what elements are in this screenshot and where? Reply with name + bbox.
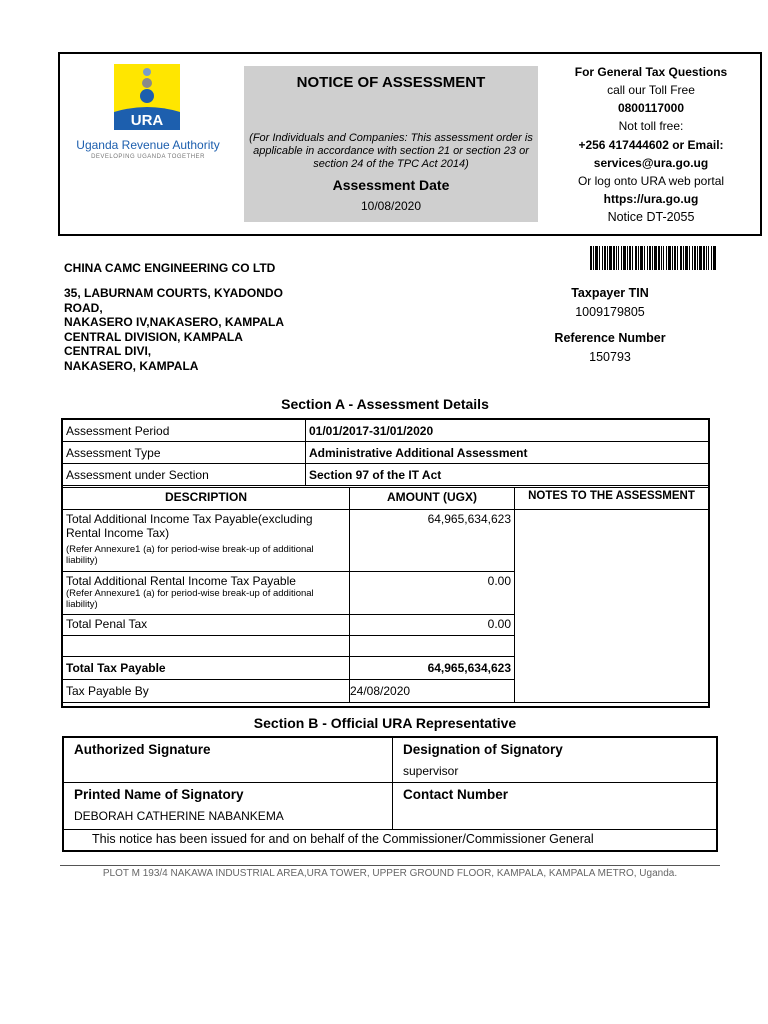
- period-label: Assessment Period: [63, 420, 306, 442]
- designation-cell: [393, 737, 718, 783]
- barcode-bar: [623, 246, 626, 270]
- payable-by-value: 24/08/2020: [350, 680, 515, 703]
- address-line-3: NAKASERO IV,NAKASERO, KAMPALA: [64, 315, 285, 329]
- assessment-details-table: [62, 419, 709, 486]
- signatory-table: [62, 736, 718, 852]
- barcode-bar: [609, 246, 612, 270]
- barcode-bar: [658, 246, 660, 270]
- barcode-bar: [708, 246, 709, 270]
- barcode-bar: [629, 246, 631, 270]
- section-b-title: Section B - Official URA Representative: [253, 715, 517, 731]
- barcode-bar: [661, 246, 662, 270]
- barcode-bar: [668, 246, 671, 270]
- portal-text: Or log onto URA web portal: [577, 174, 725, 188]
- notice-title: NOTICE OF ASSESSMENT: [296, 74, 486, 91]
- barcode-bar: [593, 246, 594, 270]
- barcode-bar: [663, 246, 664, 270]
- tin-value: 1009179805: [575, 305, 645, 319]
- col-amount: AMOUNT (UGX): [350, 488, 515, 510]
- barcode-bar: [694, 246, 696, 270]
- barcode-bar: [674, 246, 676, 270]
- barcode-bar: [711, 246, 712, 270]
- barcode-bar: [632, 246, 633, 270]
- empty-cell: [350, 636, 515, 657]
- barcode-bar: [677, 246, 678, 270]
- tollfree-label: call our Toll Free: [607, 83, 695, 97]
- barcode-bar: [680, 246, 682, 270]
- assessment-header-row: [63, 488, 709, 510]
- signature-row: [63, 737, 717, 783]
- table-row: [63, 510, 709, 572]
- type-label: Assessment Type: [63, 442, 306, 464]
- barcode-bar: [697, 246, 698, 270]
- footer-address: PLOT M 193/4 NAKAWA INDUSTRIAL AREA,URA TOWER, UPPER GROUND FLOOR, KAMPALA, KAMPALA METRO, Uganda.: [60, 865, 720, 879]
- phone-email: +256 417444602 or Email:: [578, 138, 724, 152]
- barcode-bar: [613, 246, 615, 270]
- portal-url[interactable]: https://ura.go.ug: [603, 192, 699, 206]
- address-line-1: 35, LABURNAM COURTS, KYADONDO: [64, 286, 283, 300]
- under-value: Section 97 of the IT Act: [306, 464, 709, 486]
- address-line-6: NAKASERO, KAMPALA: [64, 359, 199, 373]
- total-amount: 64,965,634,623: [350, 657, 515, 680]
- row1-desc-text: Total Additional Income Tax Payable(excluding Rental Income Tax): [66, 512, 313, 540]
- payable-by-label: Tax Payable By: [63, 680, 350, 703]
- logo-tagline: DEVELOPING UGANDA TOGETHER: [91, 154, 205, 160]
- contact-heading: For General Tax Questions: [574, 65, 728, 79]
- period-row: [63, 420, 709, 442]
- row1-description: [63, 510, 350, 572]
- designation-value: supervisor: [403, 764, 459, 778]
- barcode-bar: [616, 246, 617, 270]
- barcode-bar: [627, 246, 628, 270]
- row2-desc-text: Total Additional Rental Income Tax Payable: [66, 574, 296, 588]
- barcode-bar: [607, 246, 608, 270]
- total-label: Total Tax Payable: [63, 657, 350, 680]
- assessment-date: 10/08/2020: [360, 199, 422, 213]
- barcode-bar: [618, 246, 619, 270]
- tollfree-number: 0800117000: [617, 101, 685, 115]
- issued-note: This notice has been issued for and on behalf of the Commissioner/Commissioner General: [63, 830, 717, 852]
- under-row: [63, 464, 709, 486]
- under-label: Assessment under Section: [63, 464, 306, 486]
- printed-name-cell: [63, 783, 393, 830]
- row1-amount: 64,965,634,623: [350, 510, 515, 572]
- tin-label: Taxpayer TIN: [571, 286, 649, 300]
- barcode-bar: [713, 246, 716, 270]
- address-line-5: CENTRAL DIVI,: [64, 344, 152, 358]
- taxpayer-name: CHINA CAMC ENGINEERING CO LTD: [64, 261, 276, 275]
- barcode-bar: [652, 246, 653, 270]
- assessment-date-label: Assessment Date: [332, 177, 450, 193]
- type-value: Administrative Additional Assessment: [306, 442, 709, 464]
- name-row: [63, 783, 717, 830]
- period-value: 01/01/2017-31/01/2020: [306, 420, 709, 442]
- col-notes: NOTES TO THE ASSESSMENT: [515, 488, 709, 510]
- barcode-bar: [672, 246, 673, 270]
- empty-cell: [63, 636, 350, 657]
- barcode-bar: [689, 246, 690, 270]
- row3-amount: 0.00: [350, 615, 515, 636]
- logo-brand: URA: [130, 112, 164, 129]
- barcode-bar: [595, 246, 598, 270]
- barcode-bar: [649, 246, 651, 270]
- authorized-signature-cell: [63, 737, 393, 783]
- barcode: [590, 246, 718, 270]
- address-line-2: ROAD,: [64, 301, 103, 315]
- reference-label: Reference Number: [554, 331, 666, 345]
- address-line-4: CENTRAL DIVISION, KAMPALA: [64, 330, 243, 344]
- row1-note: (Refer Annexure1 (a) for period-wise break-up of additional liability): [66, 544, 314, 566]
- barcode-bar: [706, 246, 707, 270]
- barcode-bar: [647, 246, 648, 270]
- ura-logo: [62, 62, 234, 172]
- printed-name-value: DEBORAH CATHERINE NABANKEMA: [74, 809, 284, 823]
- barcode-bar: [703, 246, 705, 270]
- type-row: [63, 442, 709, 464]
- printed-name-label: Printed Name of Signatory: [74, 787, 244, 802]
- not-toll-free: Not toll free:: [618, 119, 684, 133]
- authorized-signature-label: Authorized Signature: [74, 742, 211, 757]
- email: services@ura.go.ug: [593, 156, 709, 170]
- issued-row: [63, 830, 717, 852]
- barcode-bar: [692, 246, 693, 270]
- barcode-bar: [666, 246, 667, 270]
- contact-number-cell: [393, 783, 718, 830]
- barcode-bar: [699, 246, 702, 270]
- barcode-bar: [683, 246, 684, 270]
- barcode-bar: [635, 246, 637, 270]
- row2-amount: 0.00: [350, 572, 515, 615]
- barcode-bar: [644, 246, 645, 270]
- assessment-table: [62, 487, 709, 703]
- barcode-bar: [590, 246, 592, 270]
- reference-value: 150793: [589, 350, 631, 364]
- section-a-title: Section A - Assessment Details: [281, 396, 489, 412]
- barcode-bar: [638, 246, 639, 270]
- row2-description: [63, 572, 350, 615]
- row2-note: (Refer Annexure1 (a) for period-wise break-up of additional liability): [66, 588, 314, 610]
- barcode-bar: [621, 246, 622, 270]
- col-description: DESCRIPTION: [63, 488, 350, 510]
- barcode-bar: [654, 246, 657, 270]
- notes-cell: [515, 510, 709, 703]
- notice-note: (For Individuals and Companies: This assessment order is applicable in accordance with section 21 or section 23 or section 24 of the TPC Act 2014): [249, 132, 533, 170]
- designation-label: Designation of Signatory: [403, 742, 563, 757]
- barcode-bar: [685, 246, 688, 270]
- contact-number-label: Contact Number: [403, 787, 509, 802]
- barcode-bar: [602, 246, 603, 270]
- assessment-date-panel: [244, 172, 538, 222]
- notice-code: Notice DT-2055: [607, 210, 695, 224]
- barcode-bar: [640, 246, 643, 270]
- barcode-bar: [599, 246, 600, 270]
- notice-panel: [244, 66, 538, 172]
- barcode-icon: [590, 246, 718, 270]
- row3-description: Total Penal Tax: [63, 615, 350, 636]
- barcode-bar: [604, 246, 606, 270]
- logo-name: Uganda Revenue Authority: [76, 138, 220, 152]
